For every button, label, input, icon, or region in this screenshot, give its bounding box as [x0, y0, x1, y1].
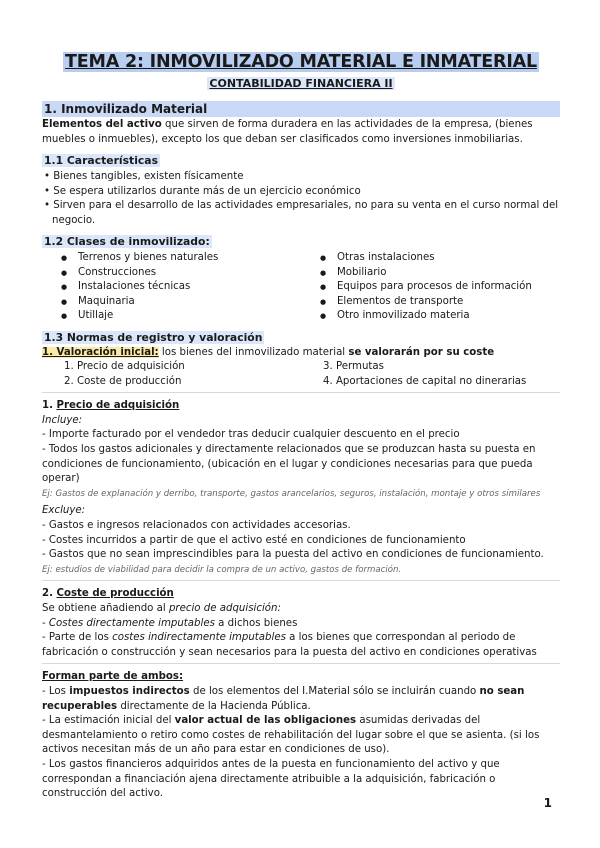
page-subtitle: CONTABILIDAD FINANCIERA II: [209, 77, 393, 90]
divider: [42, 663, 560, 664]
characteristics-list: [42, 170, 560, 228]
divider: [42, 392, 560, 393]
ambos-item: - Los gastos financieros adquiridos antes de la puesta en funcionamiento del activo y que correspondan a financiación ajena directamente atribuible a la adquisición, fabricación o construcción del activo.: [42, 758, 500, 800]
coste-line: - Costes directamente imputables a dichos bienes: [42, 617, 298, 629]
list-item: ● Maquinaria: [42, 295, 301, 310]
list-item: - Importe facturado por el vendedor tras deducir cualquier descuento en el precio: [42, 429, 460, 441]
excluye-label: Excluye:: [42, 505, 86, 517]
list-item: ● Instalaciones técnicas: [42, 280, 301, 295]
list-item: ● Construcciones: [42, 266, 301, 281]
list-item: ● Otras instalaciones: [301, 251, 560, 266]
list-item: 4. Aportaciones de capital no dinerarias: [323, 375, 527, 387]
list-item: ● Otro inmovilizado materia: [301, 309, 560, 324]
list-item: ● Mobiliario: [301, 266, 560, 281]
coste-line: - Parte de los costes indirectamente imputables a los bienes que correspondan al periodo de fabricación o construcción y sean necesarios para la puesta del activo en condiciones operativas: [42, 632, 537, 658]
page-number: 1: [543, 796, 552, 810]
precio-adquisicion-section: [42, 399, 560, 577]
list-item: • Bienes tangibles, existen físicamente: [44, 170, 244, 182]
list-item: ● Utillaje: [42, 309, 301, 324]
precio-heading: 1. Precio de adquisición: [42, 400, 180, 412]
list-item: - Costes incurridos a partir de que el activo esté en condiciones de funcionamiento: [42, 534, 466, 546]
list-item: 2. Coste de producción: [64, 375, 182, 387]
ambos-section: [42, 670, 560, 801]
example-note: Ej: Gastos de explanación y derribo, transporte, gastos arancelarios, seguros, instalación, montaje y otros similares: [42, 488, 541, 499]
document-page: [42, 50, 560, 802]
valuation-methods-list: [42, 360, 560, 389]
ambos-item: - La estimación inicial del valor actual de las obligaciones asumidas derivadas del desmantelamiento o retiro como costes de rehabilitación del lugar sobre el que se asienta. (si los activos necesitan más de un año para estar en condiciones de uso).: [42, 715, 540, 756]
ambos-item: - Los impuestos indirectos de los elementos del I.Material sólo se incluirán cuando no sean recuperables directamente de la Hacienda Pública.: [42, 685, 525, 712]
coste-line: Se obtiene añadiendo al precio de adquisición:: [42, 603, 281, 614]
coste-heading: 2. Coste de producción: [42, 588, 174, 600]
list-item: • Se espera utilizarlos durante más de un ejercicio económico: [44, 185, 361, 197]
list-item: 1. Precio de adquisición: [64, 361, 185, 373]
section-heading-1: 1. Inmovilizado Material: [42, 101, 560, 118]
list-item: - Gastos que no sean imprescindibles para la puesta del activo en condiciones de funcionamiento.: [42, 549, 544, 561]
valoracion-inicial: 1. Valoración inicial: los bienes del inmovilizado material se valorarán por su coste: [42, 346, 495, 358]
definition-paragraph: Elementos del activo que sirven de forma duradera en las actividades de la empresa, (bienes muebles o inmuebles), excepto los que deban ser clasificados como inversiones inmobiliarias.: [42, 119, 533, 145]
ambos-heading: Forman parte de ambos:: [42, 671, 184, 683]
list-item: 3. Permutas: [323, 361, 384, 373]
section-heading-1-2: 1.2 Clases de inmovilizado:: [44, 235, 210, 249]
list-item: ● Terrenos y bienes naturales: [42, 251, 301, 266]
page-title: TEMA 2: INMOVILIZADO MATERIAL E INMATERIAL: [65, 52, 537, 72]
classes-list: [42, 251, 560, 324]
example-note: Ej: estudios de viabilidad para decidir la compra de un activo, gastos de formación.: [42, 564, 402, 575]
coste-produccion-section: [42, 587, 560, 660]
section-heading-1-3: 1.3 Normas de registro y valoración: [44, 330, 263, 344]
list-item: ● Elementos de transporte: [301, 295, 560, 310]
list-item: ● Equipos para procesos de información: [301, 280, 560, 295]
incluye-label: Incluye:: [42, 414, 83, 426]
list-item: - Gastos e ingresos relacionados con actividades accesorias.: [42, 520, 351, 532]
divider: [42, 580, 560, 581]
list-item: - Todos los gastos adicionales y directamente relacionados que se produzcan hasta su puesta en condiciones de funcionamiento, (ubicación en el lugar y condiciones necesarias para que pueda operar): [42, 444, 536, 485]
section-heading-1-1: 1.1 Características: [44, 154, 159, 168]
list-item: • Sirven para el desarrollo de las actividades empresariales, no para su venta en el curso normal del negocio.: [44, 200, 559, 226]
